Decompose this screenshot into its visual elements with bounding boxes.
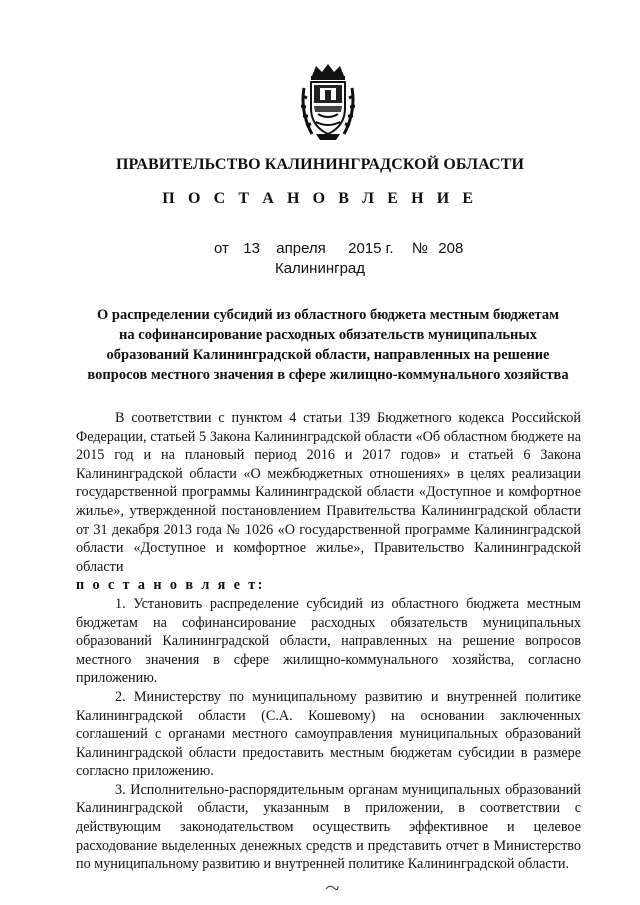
city: Калининград	[274, 260, 366, 277]
subject-line: на софинансирование расходных обязательств муниципальных	[119, 327, 537, 343]
coat-of-arms-icon	[298, 62, 358, 142]
subject-line: образований Калининградской области, направленных на решение	[106, 347, 550, 363]
scan-mark-icon	[325, 883, 339, 891]
preamble-paragraph: В соответствии с пунктом 4 статьи 139 Бюджетного кодекса Российской Федерации, статьей 5 Закона Калининградской области «Об областном бюджете на 2015 год и на плановый период 2016 и 2017 годов» и статьей 6 Закона Калининградской области «О межбюджетных отношениях» в целях реализации государственной программы Калининградской области «Доступное и комфортное жилье», утвержденной постановлением Правительства Калининградской области от 31 декабря 2013 года № 1026 «О государственной программе Калининградской области «Доступное и комфортное жилье», Правительство Калининградской области	[76, 410, 581, 575]
date-month: апреля	[276, 240, 326, 257]
item-paragraph: 2. Министерству по муниципальному развитию и внутренней политике Калининградской области (С.А. Кошевому) на основании заключенных соглашений с органами местного самоуправления муниципальных образований Калининградской области предоставить местным бюджетам субсидии в размере согласно приложению.	[76, 688, 581, 780]
item-paragraph: 1. Установить распределение субсидий из областного бюджета местным бюджетам на софинансирование расходных обязательств муниципальных образований Калининградской области, направленных на решение вопросов местного значения в сфере жилищно-коммунального хозяйства, согласно приложению.	[76, 595, 581, 687]
date-number-line	[214, 240, 463, 257]
government-name: ПРАВИТЕЛЬСТВО КАЛИНИНГРАДСКОЙ ОБЛАСТИ	[115, 156, 525, 173]
document-body	[76, 409, 581, 874]
document-number: 208	[438, 240, 464, 257]
document-type: П О С Т А Н О В Л Е Н И Е	[162, 190, 478, 207]
item-paragraph: 3. Исполнительно-распорядительным органам муниципальных образований Калининградской области, указанным в приложении, в соответствии с действующим законодательством осуществить эффективное и целевое расходование выделенных денежных средств и представить отчет в Министерство по муниципальному развитию и внутренней политике Калининградской области.	[76, 781, 581, 873]
document-subject	[68, 305, 588, 385]
resolves-keyword: п о с т а н о в л я е т:	[76, 577, 265, 594]
date-year: 2015 г.	[348, 240, 394, 257]
number-prefix: №	[411, 240, 428, 257]
subject-line: О распределении субсидий из областного бюджета местным бюджетам	[97, 307, 559, 323]
date-day: 13	[243, 240, 260, 257]
subject-line: вопросов местного значения в сфере жилищно-коммунального хозяйства	[87, 367, 569, 383]
date-prefix: от	[214, 240, 229, 257]
